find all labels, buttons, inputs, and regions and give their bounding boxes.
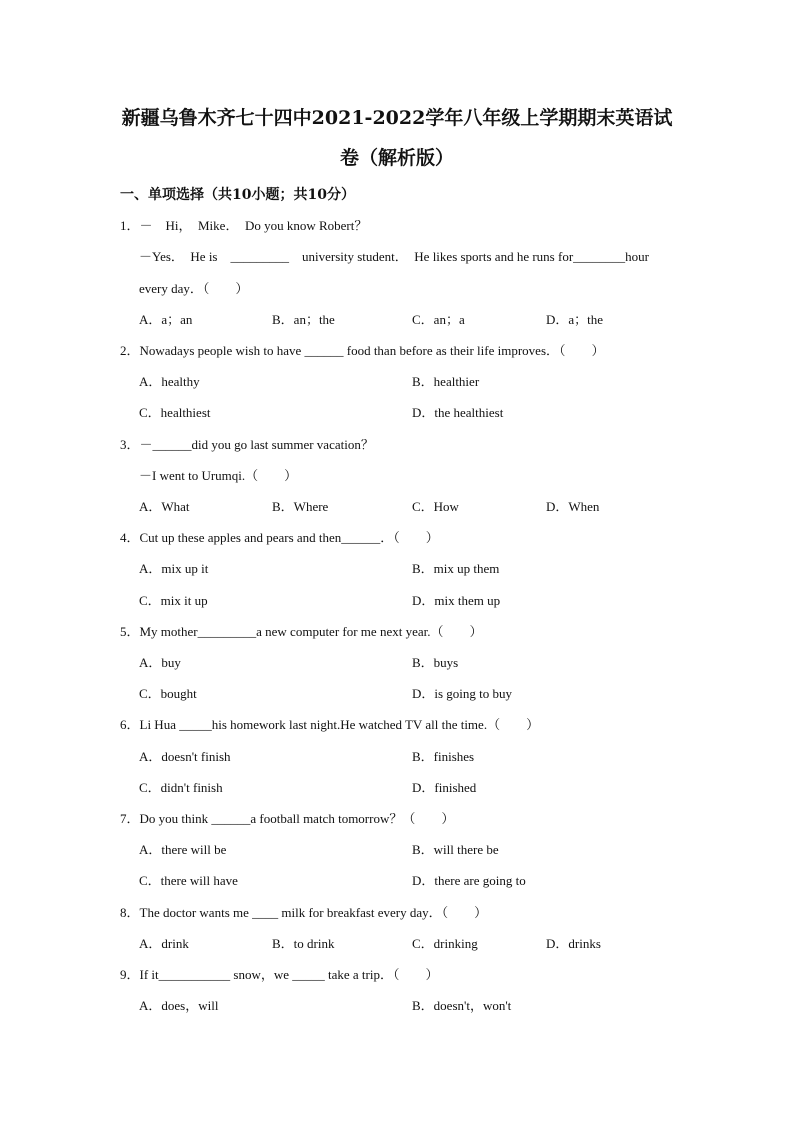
question-3-reply: －I went to Urumqi.（ ） <box>139 468 298 483</box>
question-6-stem: 6．Li Hua _____his homework last night.He watched TV all the time.（ ） <box>120 717 540 732</box>
question-1-stem: 1．－ Hi， Mike． Do you know Robert？ <box>120 218 368 233</box>
question-7-option-b[interactable]: B．will there be <box>412 842 499 857</box>
question-6-option-d[interactable]: D．finished <box>412 780 477 795</box>
question-7-stem: 7．Do you think ______a football match tomorrow？（ ） <box>120 811 455 826</box>
question-3-option-b[interactable]: B．Where <box>272 499 329 514</box>
document-title-line-1: 新疆乌鲁木齐七十四中2021-2022学年八年级上学期期末英语试 <box>121 107 673 129</box>
question-1-option-c[interactable]: C．an；a <box>412 312 465 327</box>
question-8-option-d[interactable]: D．drinks <box>546 936 601 951</box>
question-8-option-a[interactable]: A．drink <box>139 936 189 951</box>
question-3-option-d[interactable]: D．When <box>546 499 600 514</box>
section-heading: 一、单项选择（共10小题；共10分） <box>120 187 355 203</box>
question-1-option-b[interactable]: B．an；the <box>272 312 335 327</box>
question-9-option-b[interactable]: B．doesn't，won't <box>412 998 512 1013</box>
question-4-option-d[interactable]: D．mix them up <box>412 593 501 608</box>
question-6-option-c[interactable]: C．didn't finish <box>139 780 223 795</box>
question-8-option-b[interactable]: B．to drink <box>272 936 335 951</box>
document-title-line-2: 卷（解析版） <box>339 147 454 169</box>
question-5-stem: 5．My mother_________a new computer for me next year.（ ） <box>120 624 483 639</box>
question-1-reply: －Yes． He is _________ university student． He likes sports and he runs for________hour <box>139 249 649 264</box>
question-2-option-d[interactable]: D．the healthiest <box>412 405 504 420</box>
question-4-option-a[interactable]: A．mix up it <box>139 561 209 576</box>
question-7-option-d[interactable]: D．there are going to <box>412 873 526 888</box>
question-6-option-a[interactable]: A．doesn't finish <box>139 749 231 764</box>
question-2-stem: 2．Nowadays people wish to have ______ food than before as their life improves．（ ） <box>120 343 605 358</box>
question-7-option-a[interactable]: A．there will be <box>139 842 227 857</box>
question-5-option-d[interactable]: D．is going to buy <box>412 686 513 701</box>
question-3-option-a[interactable]: A．What <box>139 499 190 514</box>
question-5-option-b[interactable]: B．buys <box>412 655 459 670</box>
question-1-option-a[interactable]: A．a；an <box>139 312 193 327</box>
question-8-option-c[interactable]: C．drinking <box>412 936 478 951</box>
question-1-option-d[interactable]: D．a；the <box>546 312 604 327</box>
question-4-option-b[interactable]: B．mix up them <box>412 561 500 576</box>
question-6-option-b[interactable]: B．finishes <box>412 749 475 764</box>
question-2-option-a[interactable]: A．healthy <box>139 374 200 389</box>
question-9-stem: 9．If it___________ snow，we _____ take a trip．（ ） <box>120 967 439 982</box>
question-3-stem: 3．－______did you go last summer vacation？ <box>120 437 374 452</box>
question-2-option-c[interactable]: C．healthiest <box>139 405 211 420</box>
question-5-option-a[interactable]: A．buy <box>139 655 181 670</box>
question-7-option-c[interactable]: C．there will have <box>139 873 238 888</box>
question-8-stem: 8．The doctor wants me ____ milk for breakfast every day．（ ） <box>120 905 488 920</box>
question-9-option-a[interactable]: A．does，will <box>139 998 219 1013</box>
question-4-stem: 4．Cut up these apples and pears and then______．（ ） <box>120 530 439 545</box>
question-4-option-c[interactable]: C．mix it up <box>139 593 208 608</box>
question-3-option-c[interactable]: C．How <box>412 499 459 514</box>
question-5-option-c[interactable]: C．bought <box>139 686 197 701</box>
question-2-option-b[interactable]: B．healthier <box>412 374 480 389</box>
question-1-reply-continued: every day．（ ） <box>139 281 249 296</box>
